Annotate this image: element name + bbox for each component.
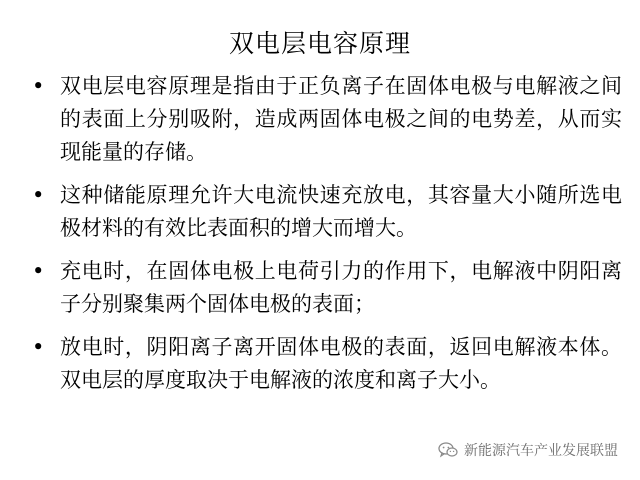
bullet-item bbox=[30, 179, 622, 245]
watermark-text: 新能源汽车产业发展联盟 bbox=[464, 443, 618, 459]
watermark bbox=[438, 440, 618, 460]
bullet-item bbox=[30, 70, 622, 169]
bullet-text: 双电层电容原理是指由于正负离子在固体电极与电解液之间的表面上分别吸附，造成两固体电极之间的电势差，从而实现能量的存储。 bbox=[60, 74, 622, 164]
bullet-item bbox=[30, 255, 622, 321]
bullet-text: 这种储能原理允许大电流快速充放电，其容量大小随所选电极材料的有效比表面积的增大而增大。 bbox=[60, 183, 622, 240]
wechat-icon bbox=[438, 442, 458, 458]
bullet-marker: • bbox=[32, 335, 45, 359]
bullet-marker: • bbox=[32, 183, 45, 207]
bullet-text: 充电时，在固体电极上电荷引力的作用下，电解液中阴阳离子分别聚集两个固体电极的表面； bbox=[60, 259, 622, 316]
bullet-marker: • bbox=[32, 259, 45, 283]
bullet-text: 放电时，阴阳离子离开固体电极的表面，返回电解液本体。双电层的厚度取决于电解液的浓度和离子大小。 bbox=[60, 335, 622, 392]
slide-title: 双电层电容原理 bbox=[228, 29, 411, 58]
bullet-list bbox=[30, 70, 622, 407]
bullet-marker: • bbox=[32, 74, 45, 98]
bullet-item bbox=[30, 331, 622, 397]
